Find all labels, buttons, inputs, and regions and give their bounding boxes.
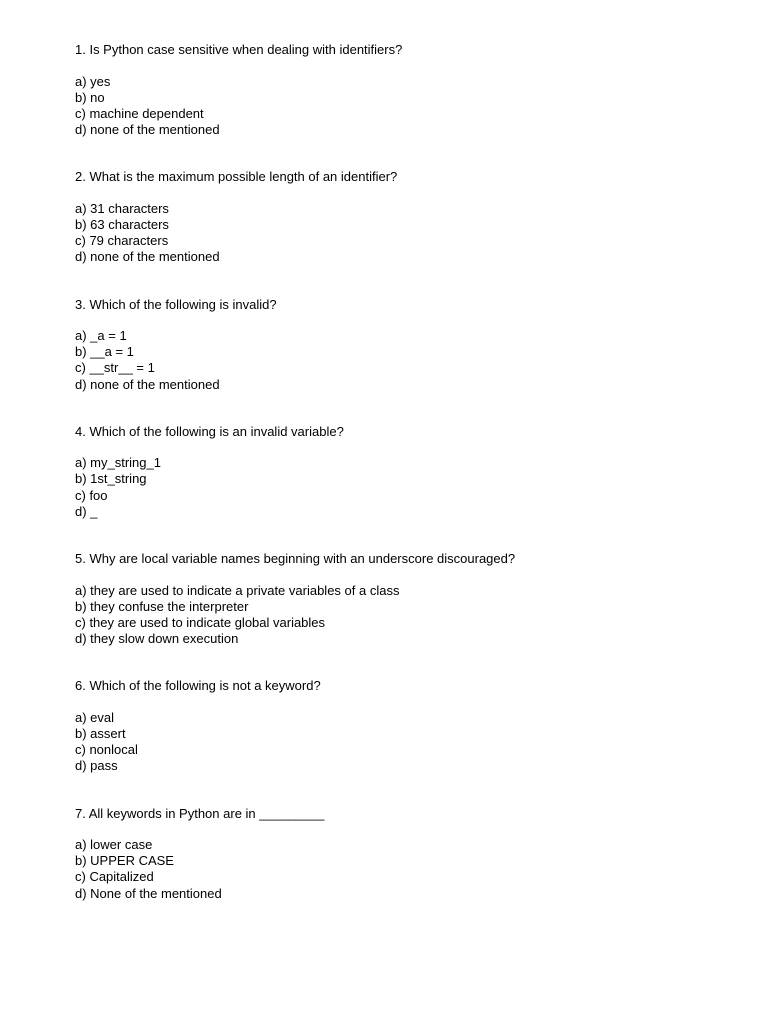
question-2 [75,169,735,265]
option-c: c) Capitalized [75,869,154,885]
option-d: d) _ [75,503,98,519]
option-a: a) lower case [75,837,153,852]
option-a: a) yes [75,73,111,89]
question-text: 3. Which of the following is invalid? [75,296,277,312]
question-text: 6. Which of the following is not a keyword? [75,678,321,694]
question-7 [75,806,735,902]
option-a: a) _a = 1 [75,328,127,343]
option-b: b) 1st_string [75,471,147,487]
option-b: b) assert [75,725,126,741]
option-d: d) none of the mentioned [75,249,220,265]
option-b: b) no [75,89,105,105]
option-c: c) they are used to indicate global variables [75,614,326,630]
option-a: a) 31 characters [75,200,169,216]
option-c: c) __str__ = 1 [75,360,155,376]
question-list [75,42,735,933]
option-b: b) UPPER CASE [75,853,174,869]
question-text: 2. What is the maximum possible length of an identifier? [75,169,398,185]
question-text: 5. Why are local variable names beginning with an underscore discouraged? [75,551,516,566]
option-c: c) nonlocal [75,742,138,758]
option-d: d) none of the mentioned [75,122,220,138]
option-c: c) foo [75,487,108,503]
option-a: a) my_string_1 [75,455,161,471]
question-1 [75,42,735,138]
option-b: b) they confuse the interpreter [75,598,249,614]
option-d: d) none of the mentioned [75,376,220,392]
option-d: d) they slow down execution [75,631,239,647]
question-4 [75,424,735,520]
question-5 [75,551,735,647]
option-a: a) they are used to indicate a private variables of a class [75,582,400,598]
option-d: d) None of the mentioned [75,885,222,901]
question-text: 4. Which of the following is an invalid variable? [75,423,344,439]
option-b: b) __a = 1 [75,344,134,360]
question-text: 7. All keywords in Python are in _________ [75,805,325,821]
question-3 [75,297,735,393]
option-c: c) machine dependent [75,105,204,121]
option-b: b) 63 characters [75,216,169,232]
question-6 [75,678,735,774]
question-text: 1. Is Python case sensitive when dealing with identifiers? [75,42,403,57]
option-d: d) pass [75,758,118,774]
option-c: c) 79 characters [75,233,169,249]
option-a: a) eval [75,709,115,725]
